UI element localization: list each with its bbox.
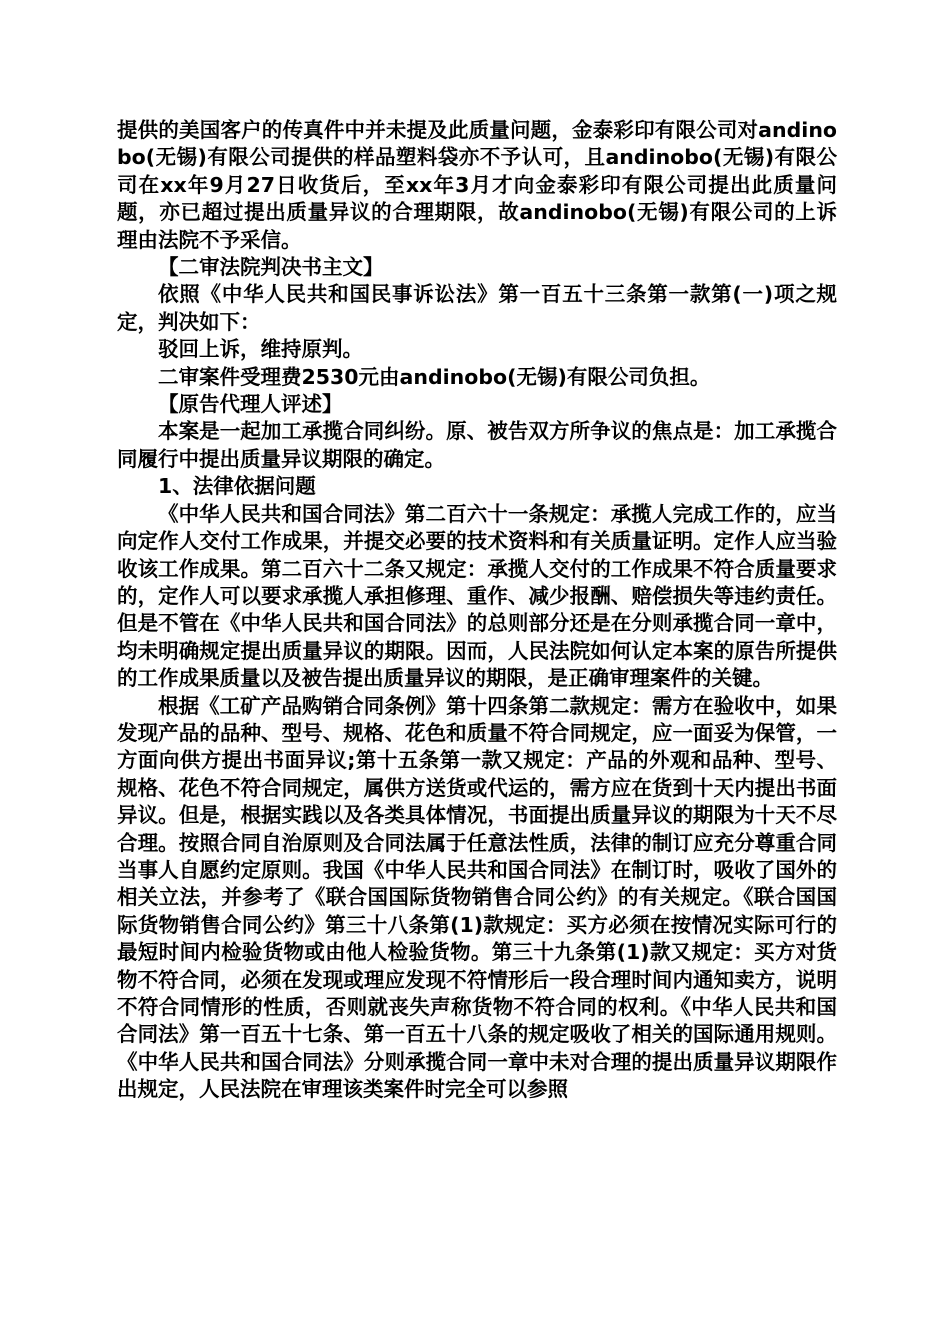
paragraph-verdict: 驳回上诉，维持原判。	[158, 337, 363, 362]
paragraph-continuation: 提供的美国客户的传真件中并未提及此质量问题，金泰彩印有限公司对andinobo(无锡)有限公司提供的样品塑料袋亦不予认可，且andinobo(无锡)有限公司在xx年9月27日收货后，至xx年3月才向金泰彩印有限公司提出此质量问题，亦已超过提出质量异议的合理期限，故andinobo(无锡)有限公司的上诉理由法院不予采信。	[117, 118, 837, 252]
paragraph-contract-law: 《中华人民共和国合同法》第二百六十一条规定：承揽人完成工作的，应当向定作人交付工作成果，并提交必要的技术资料和有关质量证明。定作人应当验收该工作成果。第二百六十二条又规定：承揽人交付的工作成果不符合质量要求的，定作人可以要求承揽人承担修理、重作、减少报酬、赔偿损失等违约责任。但是不管在《中华人民共和国合同法》的总则部分还是在分则承揽合同一章中，均未明确规定提出质量异议的期限。因而，人民法院如何认定本案的原告所提供的工作成果质量以及被告提出质量异议的期限，是正确审理案件的关键。	[117, 501, 837, 691]
section-heading-plaintiff-agent-comment: 【原告代理人评述】	[158, 392, 343, 417]
document-body	[117, 117, 837, 1104]
paragraph-regulations: 根据《工矿产品购销合同条例》第十四条第二款规定：需方在验收中，如果发现产品的品种、型号、规格、花色和质量不符合同规定，应一面妥为保管，一方面向供方提出书面异议;第十五条第一款又规定：产品的外观和品种、型号、规格、花色不符合同规定，属供方送货或代运的，需方应在货到十天内提出书面异议。但是，根据实践以及各类具体情况，书面提出质量异议的期限为十天不尽合理。按照合同自治原则及合同法属于任意法性质，法律的制订应充分尊重合同当事人自愿约定原则。我国《中华人民共和国合同法》在制订时，吸收了国外的相关立法，并参考了《联合国国际货物销售合同公约》的有关规定。《联合国国际货物销售合同公约》第三十八条第(1)款规定：买方必须在按情况实际可行的最短时间内检验货物或由他人检验货物。第三十九条第(1)款又规定：买方对货物不符合同，必须在发现或理应发现不符情形后一段合理时间内通知卖方，说明不符合同情形的性质，否则就丧失声称货物不符合同的权利。《中华人民共和国合同法》第一百五十七条、第一百五十八条的规定吸收了相关的国际通用规则。《中华人民共和国合同法》分则承揽合同一章中未对合理的提出质量异议期限作出规定，人民法院在审理该类案件时完全可以参照	[117, 693, 837, 1102]
paragraph-court-fee: 二审案件受理费2530元由andinobo(无锡)有限公司负担。	[158, 364, 711, 389]
subheading-legal-basis-issue: 1、法律依据问题	[158, 474, 316, 499]
paragraph-case-focus: 本案是一起加工承揽合同纠纷。原、被告双方所争议的焦点是：加工承揽合同履行中提出质量异议期限的确定。	[117, 419, 837, 471]
paragraph-legal-basis: 依照《中华人民共和国民事诉讼法》第一百五十三条第一款第(一)项之规定，判决如下：	[117, 282, 837, 334]
section-heading-second-instance-judgment: 【二审法院判决书主文】	[158, 255, 384, 280]
